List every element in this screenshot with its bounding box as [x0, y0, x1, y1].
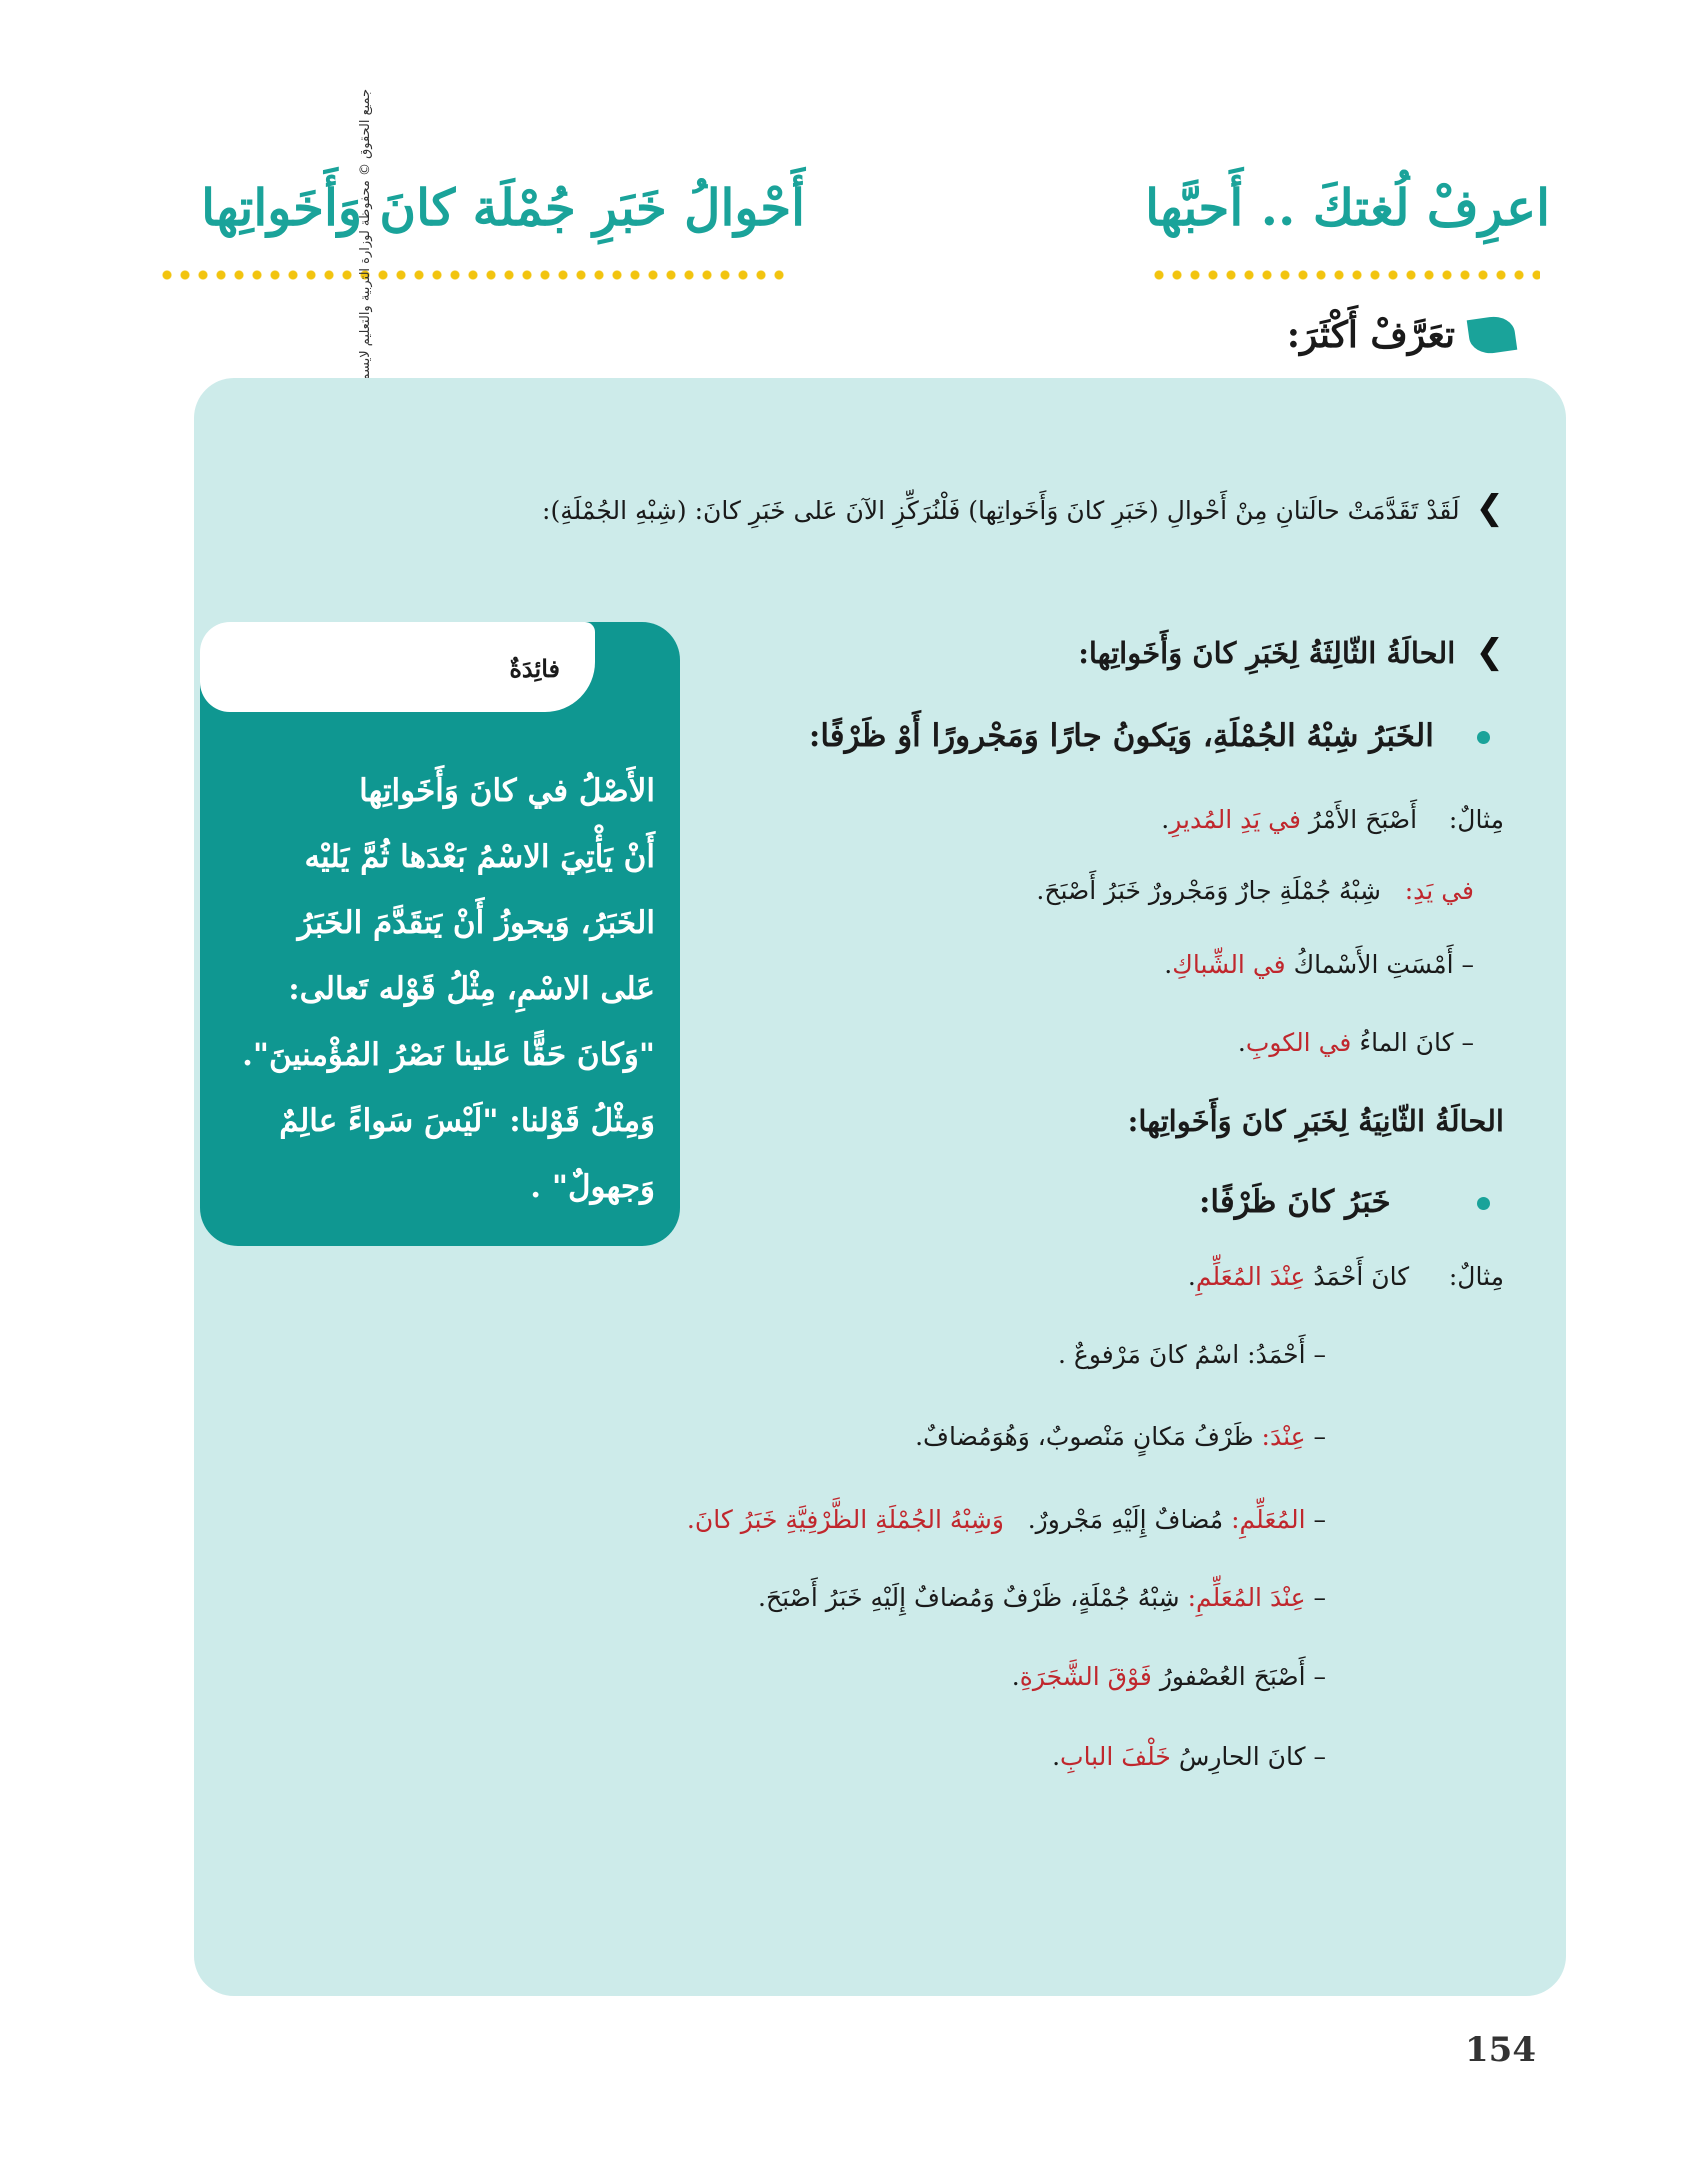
example-text: – كانَ الماءُ: [1359, 1028, 1474, 1057]
case3-title: الحالَةُ الثّالِثَةُ لِخَبَرِ كانَ وَأَخَواتِها:: [1078, 636, 1456, 670]
case3-bullet: [809, 718, 1490, 754]
example-end: .: [1237, 1028, 1246, 1057]
unit-title: اعرِفْ لُغتكَ .. أَحبَّها: [1145, 178, 1550, 237]
lesson-title: أَحْوالُ خَبَرِ جُمْلَة كانَ وَأَخَواتِها: [201, 178, 805, 237]
benefit-line: "وَكانَ حَقًّا عَلينا نَصْرُ المُؤْمنينَ".: [242, 1037, 655, 1073]
example-4-d: [758, 1583, 1326, 1612]
example-end: .: [1011, 1662, 1020, 1691]
example-highlight: عِنْدَ المُعَلِّمِ: [1195, 1262, 1306, 1291]
analysis-dash: –: [1313, 1583, 1326, 1612]
example-text: أَصْبَحَ الأَمْرُ: [1308, 805, 1418, 834]
analysis-text: – أَحْمَدُ: اسْمُ كانَ مَرْفوعٌ .: [1058, 1340, 1326, 1369]
example-highlight: في الكوبِ: [1245, 1028, 1352, 1057]
example-2: [1164, 950, 1474, 979]
analysis-text: مُضافٌ إِلَيْهِ مَجْرورٌ.: [1027, 1505, 1224, 1534]
analysis-highlight: عِنْدَ المُعَلِّمِ:: [1187, 1583, 1306, 1612]
example-highlight: في يَدِ المُديرِ: [1169, 805, 1301, 834]
example-text: كانَ أَحْمَدُ: [1313, 1262, 1410, 1291]
analysis-text: شِبْهُ جُمْلَةٍ، ظَرْفٌ وَمُضافٌ إِلَيْهِ خَبَرُ أَصْبَحَ.: [758, 1583, 1180, 1612]
example-3: [1238, 1028, 1474, 1057]
note-highlight: في يَدِ:: [1404, 876, 1474, 905]
example-end: .: [1164, 950, 1173, 979]
benefit-line: الخَبَرُ، وَيجوزُ أَنْ يَتقَدَّمَ الخَبَرُ: [297, 905, 655, 941]
title-underline-dots: [158, 270, 788, 280]
example-6: [1052, 1742, 1326, 1771]
analysis-dash: –: [1313, 1505, 1326, 1534]
example-4-a: [1058, 1340, 1326, 1369]
example-end: .: [1161, 805, 1170, 834]
case2-title: الحالَةُ الثّانِيَةُ لِخَبَرِ كانَ وَأَخَواتِها:: [1127, 1104, 1504, 1138]
example-4: [1188, 1262, 1504, 1291]
analysis-dash: –: [1313, 1422, 1326, 1451]
title-underline-dots: [1150, 270, 1540, 280]
page-number: 154: [1465, 2030, 1536, 2070]
example-1-note: [1036, 876, 1474, 905]
section-heading: [1180, 305, 1515, 365]
example-label: مِثالٌ:: [1448, 1262, 1504, 1291]
case3-bullet-text: الخَبَرُ شِبْهُ الجُمْلَةِ، وَيَكونُ جارًا وَمَجْرورًا أَوْ ظَرْفًا:: [808, 718, 1434, 754]
example-text: – أَمْسَتِ الأَسْماكُ: [1293, 950, 1474, 979]
example-text: – كانَ الحارِسُ: [1178, 1742, 1326, 1771]
example-highlight: في الشِّباكِ: [1172, 950, 1286, 979]
analysis-highlight: عِنْدَ:: [1261, 1422, 1306, 1451]
analysis-text: ظَرْفُ مَكانٍ مَنْصوبٌ، وَهُوَمُضافٌ.: [915, 1422, 1254, 1451]
example-label: مِثالٌ:: [1448, 805, 1504, 834]
chevron-icon: ❯: [1475, 632, 1504, 672]
leaf-icon: [1467, 314, 1518, 356]
benefit-line: وَجهولٌ" .: [530, 1169, 655, 1205]
bullet-icon: [1477, 1197, 1490, 1210]
section-heading-label: تعَرَّفْ أَكْثَرَ:: [1286, 314, 1455, 356]
case2-bullet: [1199, 1184, 1490, 1220]
case2-bullet-text: خَبَرُ كانَ ظَرْفًا:: [1198, 1184, 1391, 1220]
example-4-c: [687, 1505, 1326, 1534]
example-highlight: فَوْقَ الشَّجَرَةِ: [1019, 1662, 1152, 1691]
case2-heading: [1128, 1104, 1504, 1138]
example-4-b: [915, 1422, 1326, 1451]
benefit-line: وَمِثْلُ قَوْلنا: "لَيْسَ سَواءً عالِمٌ: [279, 1103, 655, 1139]
example-text: – أَصْبَحَ العُصْفورُ: [1159, 1662, 1326, 1691]
benefit-card-body: [230, 758, 655, 1220]
example-5: [1012, 1662, 1326, 1691]
intro-text: لَقَدْ تَقَدَّمَتْ حالَتانِ مِنْ أَحْوالِ (خَبَرِ كانَ وَأَخَواتِها) فَلْنُرَكِّزِ الآنَ عَلى خَبَرِ كانَ: (شِبْهِ الجُمْلَةِ):: [542, 496, 1460, 525]
example-end: .: [1052, 1742, 1061, 1771]
benefit-line: الأَصْلُ في كانَ وَأَخَواتِها: [359, 773, 655, 809]
benefit-line: عَلى الاسْمِ، مِثْلُ قَوْله تَعالى:: [288, 971, 655, 1007]
case3-heading: [1078, 632, 1504, 672]
bullet-icon: [1477, 731, 1490, 744]
note-text: شِبْهُ جُمْلَةِ جارٌ وَمَجْرورٌ خَبَرُ أَصْبَحَ.: [1036, 876, 1381, 905]
benefit-line: أَنْ يَأْتِيَ الاسْمُ بَعْدَها ثُمَّ يَليْه: [304, 839, 655, 875]
chevron-icon: ❯: [1475, 488, 1504, 528]
analysis-highlight: المُعَلِّمِ:: [1231, 1505, 1306, 1534]
example-highlight: خَلْفَ البابِ: [1060, 1742, 1171, 1771]
analysis-highlight: وَشِبْهُ الجُمْلَةِ الظَّرْفِيَّةِ خَبَرُ كانَ.: [686, 1505, 1004, 1534]
example-end: .: [1187, 1262, 1196, 1291]
example-1: [1161, 805, 1504, 834]
intro-line: [542, 488, 1504, 528]
benefit-card-label: فائِدَةٌ: [509, 654, 560, 683]
